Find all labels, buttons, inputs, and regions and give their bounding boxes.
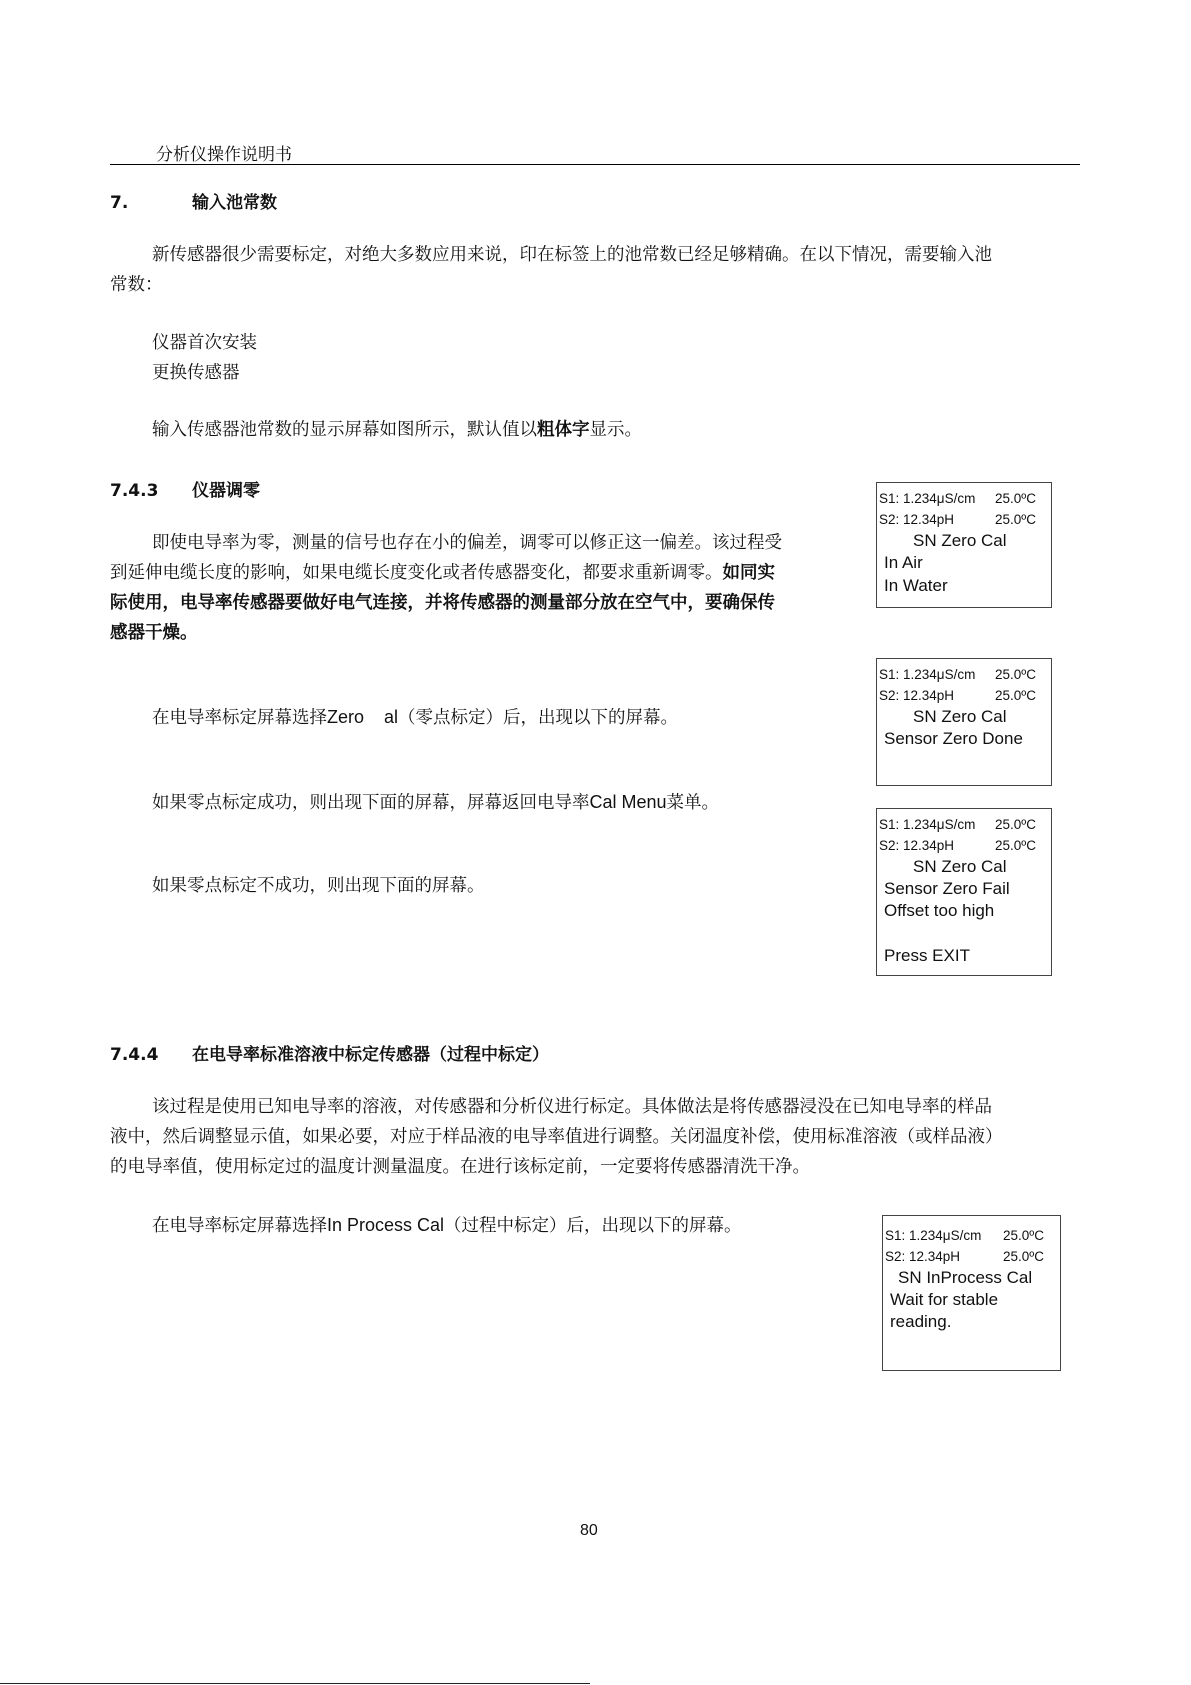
screen-option-in-air: In Air xyxy=(884,553,923,572)
para-text: （过程中标定）后，出现以下的屏幕。 xyxy=(444,1216,742,1236)
screen-option-in-water: In Water xyxy=(884,576,948,595)
section-number: 7.4.3 xyxy=(110,481,159,501)
note-text: 输入传感器池常数的显示屏幕如图所示，默认值以 xyxy=(152,420,537,440)
section-number: 7. xyxy=(110,193,129,213)
display-screen-zero-cal xyxy=(876,482,1052,608)
section-title: 在电导率标准溶液中标定传感器（过程中标定） xyxy=(192,1045,549,1065)
section-744-para-line2: 液中，然后调整显示值，如果必要，对应于样品液的电导率值进行调整。关闭温度补偿，使用标准溶液（或样品液） xyxy=(110,1127,1003,1147)
list-item: 仪器首次安装 xyxy=(152,333,257,353)
section-7-intro-line2: 常数： xyxy=(110,275,163,295)
screen-status-message-cont: reading. xyxy=(890,1312,952,1331)
section-743-para-line3 xyxy=(110,588,775,618)
section-7-display-note xyxy=(152,415,642,445)
sensor2-temperature: 25.0ºC xyxy=(995,512,1036,527)
screen-title: SN InProcess Cal xyxy=(898,1268,1033,1287)
note-bold-text: 粗体字 xyxy=(537,420,590,440)
sensor2-reading: S2: 12.34pH xyxy=(879,838,955,853)
menu-option-text: Zero xyxy=(327,707,365,727)
screen-error-detail: Offset too high xyxy=(884,901,995,920)
sensor1-reading: S1: 1.234μS/cm xyxy=(885,1228,982,1243)
section-744-para-line1: 该过程是使用已知电导率的溶液，对传感器和分析仪进行标定。具体做法是将传感器浸没在已知电导率的样品 xyxy=(152,1097,992,1117)
page-number: 80 xyxy=(580,1522,598,1539)
para-text: （零点标定）后，出现以下的屏幕。 xyxy=(398,708,679,728)
section-743-heading xyxy=(110,476,260,501)
menu-option-text: In Process Cal xyxy=(327,1215,445,1235)
zero-cal-instruction xyxy=(152,702,678,733)
section-744-heading xyxy=(110,1040,549,1065)
sensor1-temperature: 25.0ºC xyxy=(995,667,1036,682)
para-text: 到延伸电缆长度的影响，如果电缆长度变化或者传感器变化，都要求重新调零。 xyxy=(110,563,723,583)
para-text: 如果零点标定成功，则出现下面的屏幕，屏幕返回电导率 xyxy=(152,793,590,813)
sensor2-reading: S2: 12.34pH xyxy=(885,1249,961,1264)
section-title: 仪器调零 xyxy=(192,481,260,501)
header-divider xyxy=(110,164,1080,165)
footer-divider xyxy=(0,1683,590,1684)
menu-name-text: Cal Menu xyxy=(589,792,667,812)
sensor2-reading: S2: 12.34pH xyxy=(879,512,955,527)
display-screen-zero-fail xyxy=(876,808,1052,976)
section-743-para-line4 xyxy=(110,618,198,648)
screen-title: SN Zero Cal xyxy=(913,707,1007,726)
sensor1-reading: S1: 1.234μS/cm xyxy=(879,817,976,832)
sensor1-reading: S1: 1.234μS/cm xyxy=(879,667,976,682)
list-item: 更换传感器 xyxy=(152,363,240,383)
para-bold-text: 际使用，电导率传感器要做好电气连接，并将传感器的测量部分放在空气中，要确保传 xyxy=(110,593,775,613)
display-screen-zero-done xyxy=(876,658,1052,786)
section-743-para-line2 xyxy=(110,558,775,588)
sensor2-reading: S2: 12.34pH xyxy=(879,688,955,703)
sensor2-temperature: 25.0ºC xyxy=(995,688,1036,703)
screen-title: SN Zero Cal xyxy=(913,531,1007,550)
section-number: 7.4.4 xyxy=(110,1045,159,1065)
section-743-para-line1: 即使电导率为零，测量的信号也存在小的偏差，调零可以修正这一偏差。该过程受 xyxy=(152,533,782,553)
note-text: 显示。 xyxy=(589,420,642,440)
sensor1-temperature: 25.0ºC xyxy=(1003,1228,1044,1243)
para-text: 在电导率标定屏幕选择 xyxy=(152,708,327,728)
para-text: 菜单。 xyxy=(666,793,720,813)
section-744-para-line3: 的电导率值，使用标定过的温度计测量温度。在进行该标定前，一定要将传感器清洗干净。 xyxy=(110,1157,810,1177)
document-header-title: 分析仪操作说明书 xyxy=(156,145,292,165)
section-7-intro-line1: 新传感器很少需要标定，对绝大多数应用来说，印在标签上的池常数已经足够精确。在以下情况，需要输入池 xyxy=(152,245,992,265)
sensor1-temperature: 25.0ºC xyxy=(995,491,1036,506)
para-bold-text: 感器干燥。 xyxy=(110,623,198,643)
para-bold-text: 如同实 xyxy=(722,563,775,583)
screen-title: SN Zero Cal xyxy=(913,857,1007,876)
inprocess-cal-instruction xyxy=(152,1210,742,1241)
screen-exit-prompt: Press EXIT xyxy=(884,946,970,965)
section-7-heading xyxy=(110,188,277,213)
screen-status-message: Sensor Zero Fail xyxy=(884,879,1010,898)
sensor2-temperature: 25.0ºC xyxy=(995,838,1036,853)
zero-success-text xyxy=(152,787,719,818)
zero-fail-text: 如果零点标定不成功，则出现下面的屏幕。 xyxy=(152,876,485,896)
section-title: 输入池常数 xyxy=(192,193,277,213)
sensor1-reading: S1: 1.234μS/cm xyxy=(879,491,976,506)
sensor1-temperature: 25.0ºC xyxy=(995,817,1036,832)
display-screen-inprocess-cal xyxy=(882,1215,1061,1371)
screen-status-message: Sensor Zero Done xyxy=(884,729,1023,748)
screen-status-message: Wait for stable xyxy=(890,1290,999,1309)
menu-option-text: al xyxy=(384,707,399,727)
para-text: 在电导率标定屏幕选择 xyxy=(152,1216,327,1236)
sensor2-temperature: 25.0ºC xyxy=(1003,1249,1044,1264)
